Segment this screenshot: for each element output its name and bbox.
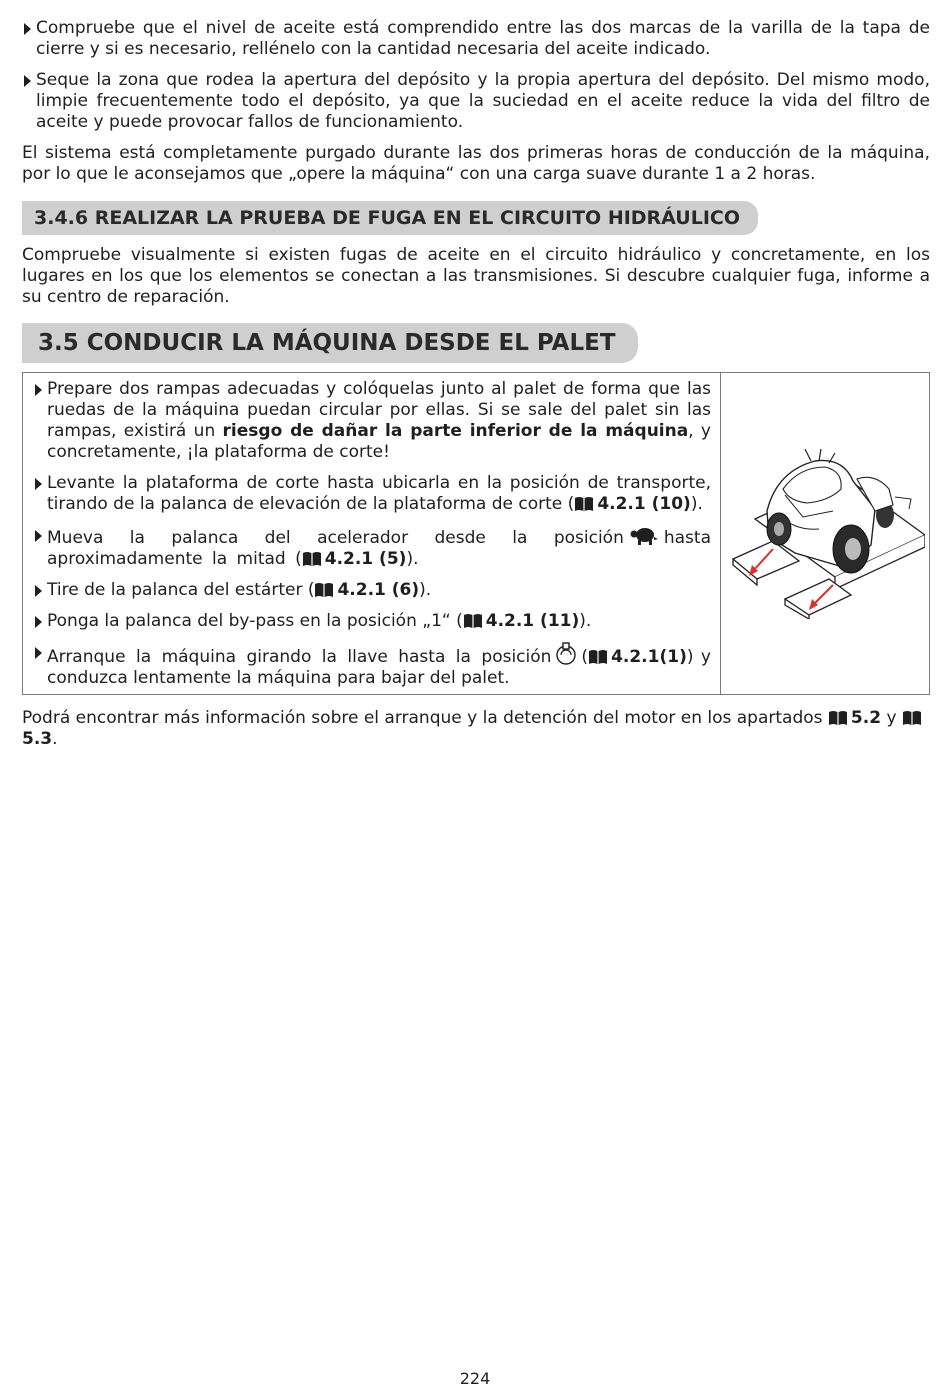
- turtle-icon: [628, 525, 660, 547]
- ref-5-2: 5.2: [850, 708, 882, 728]
- ref-4-2-1-5: 4.2.1 (5): [324, 549, 407, 569]
- step-raise-deck-close: ).: [690, 494, 703, 514]
- step-bypass: [33, 611, 711, 632]
- illustration-cell: [721, 373, 929, 694]
- step-bypass-text: Ponga la palanca del by-pass en la posición „1“ (: [47, 611, 463, 631]
- step-ramps-warning: riesgo de dañar la parte inferior de la máquina: [222, 421, 689, 441]
- more-info-text: Podrá encontrar más información sobre el arranque y la detención del motor en los apartados: [22, 708, 828, 728]
- more-info-and: y: [881, 708, 902, 728]
- paragraph-leak-test: Compruebe visualmente si existen fugas de aceite en el circuito hidráulico y concretamente, en los lugares en los que los elementos se conectan a las transmisiones. Si descubre cualquier fuga, informe a su centro de reparación.: [22, 245, 930, 307]
- step-start-open: (: [581, 647, 589, 667]
- book-icon: [902, 710, 922, 725]
- step-choke-close: ).: [419, 580, 432, 600]
- ref-4-2-1-10: 4.2.1 (10): [597, 494, 691, 514]
- heading-3-5: 3.5 CONDUCIR LA MÁQUINA DESDE EL PALET: [22, 323, 638, 363]
- step-start-text: Arranque la máquina girando la llave hasta la posición: [47, 647, 552, 667]
- ref-4-2-1-6: 4.2.1 (6): [337, 580, 420, 600]
- step-start: [33, 642, 711, 689]
- book-icon: [302, 551, 322, 566]
- book-icon: [828, 710, 848, 725]
- paragraph-more-info: [22, 708, 930, 750]
- heading-3-4-6: 3.4.6 REALIZAR LA PRUEBA DE FUGA EN EL CIRCUITO HIDRÁULICO: [22, 201, 758, 235]
- step-raise-deck: [33, 473, 711, 515]
- step-ramps-text: Prepare dos rampas adecuadas y colóquelas junto al palet de forma que las ruedas de la máquina puedan circular por ellas. Si se sale del palet sin las rampas, existirá un: [47, 379, 711, 441]
- step-choke-text: Tire de la palanca del estárter (: [47, 580, 315, 600]
- step-throttle: [33, 525, 711, 570]
- step-ramps-text-end: , y concretamente, ¡la plataforma de corte!: [47, 421, 711, 462]
- steps-table: [22, 372, 930, 695]
- engine-start-icon: [555, 642, 577, 666]
- step-throttle-text-2: hasta aproximadamente la mitad (: [47, 528, 711, 569]
- steps-column: [23, 373, 721, 694]
- page-number: 224: [459, 1369, 491, 1388]
- book-icon: [574, 496, 594, 511]
- book-icon: [588, 649, 608, 664]
- step-start-text-end: ) y conduzca lentamente la máquina para bajar del palet.: [47, 647, 711, 688]
- step-throttle-text: Mueva la palanca del acelerador desde la posición: [47, 528, 624, 548]
- bullet-dry-area: Seque la zona que rodea la apertura del depósito y la propia apertura del depósito. Del mismo modo, limpie frecuentemente todo el depósito, ya que la suciedad en el aceite reduce la vida del filtro de aceite y puede provocar fallos de funcionamiento.: [22, 70, 930, 133]
- step-throttle-close: ).: [406, 549, 419, 569]
- ref-4-2-1-11: 4.2.1 (11): [485, 611, 580, 631]
- book-icon: [463, 613, 483, 628]
- more-info-end: .: [52, 729, 58, 749]
- mower-ramp-illustration: [725, 449, 925, 619]
- book-icon: [314, 582, 334, 597]
- ref-5-3: 5.3: [22, 729, 53, 749]
- paragraph-purge: El sistema está completamente purgado durante las dos primeras horas de conducción de la máquina, por lo que le aconsejamos que „opere la máquina“ con una carga suave durante 1 a 2 horas.: [22, 143, 930, 184]
- step-ramps: [33, 379, 711, 463]
- ref-4-2-1-1: 4.2.1(1): [611, 647, 687, 667]
- step-raise-deck-text: Levante la plataforma de corte hasta ubicarla en la posición de transporte, tirando de la palanca de elevación de la plataforma de corte (: [47, 473, 711, 514]
- step-bypass-close: ).: [579, 611, 592, 631]
- bullet-oil-level: Compruebe que el nivel de aceite está comprendido entre las dos marcas de la varilla de la tapa de cierre y si es necesario, rellénelo con la cantidad necesaria del aceite indicado.: [22, 18, 930, 60]
- page-content: [22, 18, 930, 750]
- step-choke: [33, 580, 711, 601]
